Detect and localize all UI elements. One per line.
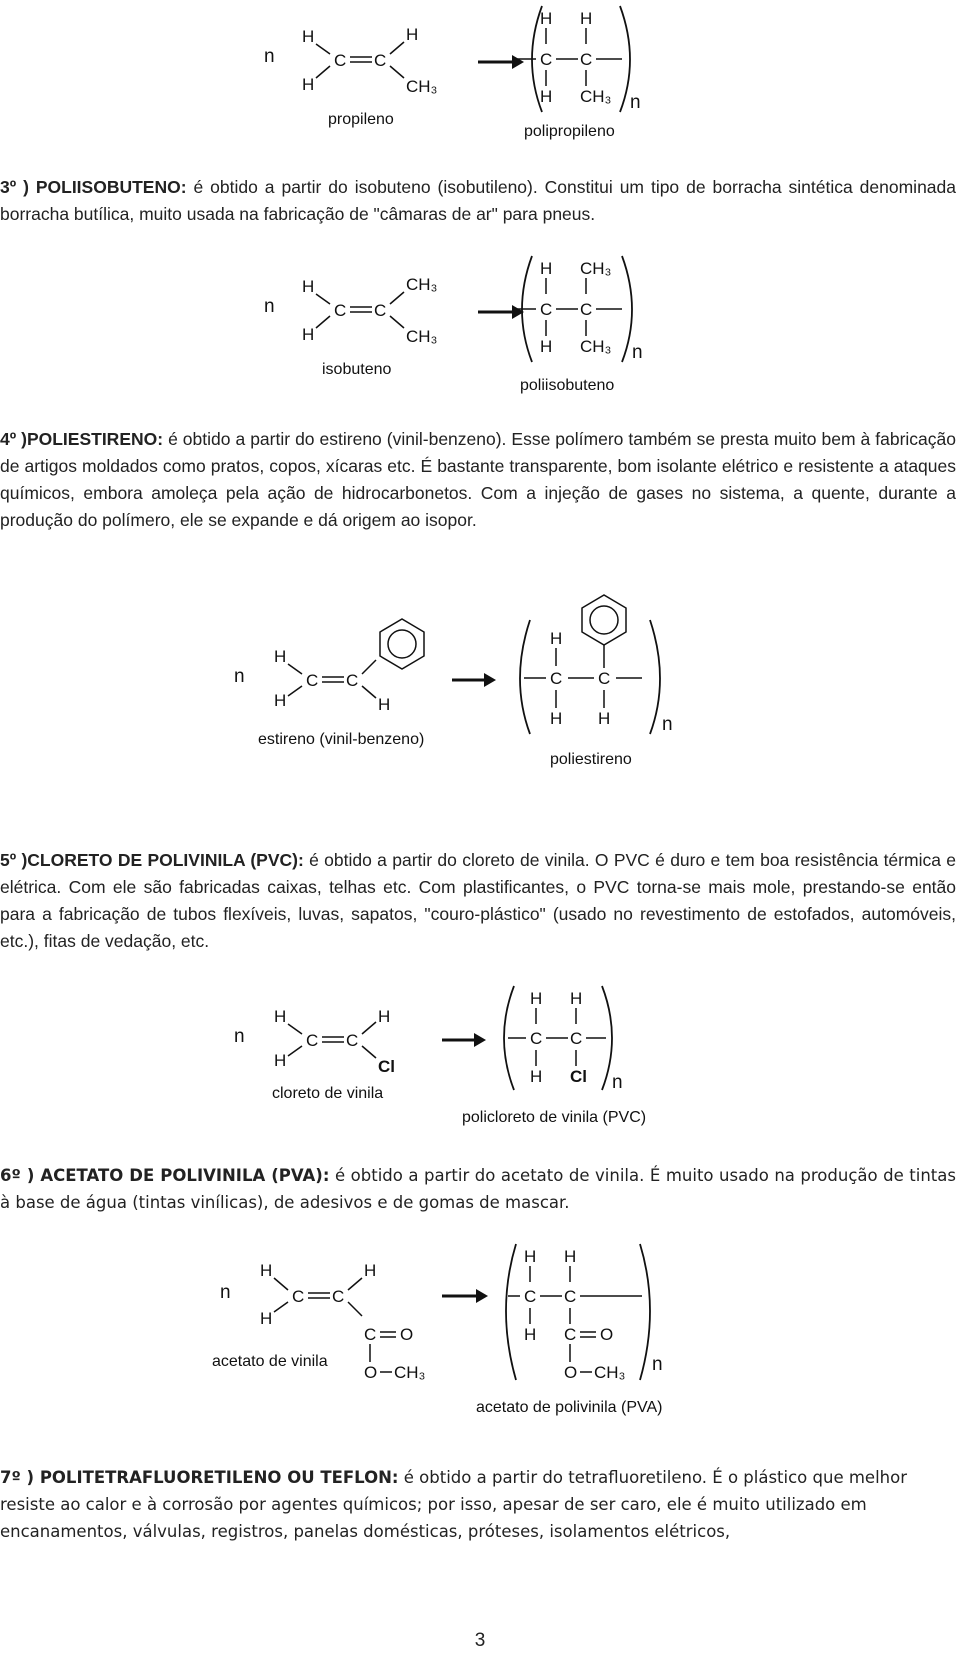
methyl: CH₃	[406, 77, 438, 96]
atom-h: H	[580, 9, 593, 28]
heading-teflon: 7º ) POLITETRAFLUORETILENO OU TEFLON:	[0, 1468, 399, 1487]
coef-n: n	[234, 666, 245, 687]
text-polystyrene: é obtido a partir do estireno (vinil-benzeno). Esse polímero também se presta muito bem à fabricação de artigos moldados como pratos, copos, xícaras etc. É bastante transparente, bom isolante elétrico e resistente a ataques químicos, embora amoleça pela ação de hidrocarbonetos. Com a injeção de gases no sistema, a quente, durante a produção do polímero, ele se expande e dá origem ao isopor.	[0, 429, 957, 530]
atom-c: C	[334, 301, 347, 320]
atom-c: C	[346, 1031, 359, 1050]
atom-h: H	[530, 989, 543, 1008]
atom-h: H	[540, 87, 553, 106]
subscript-n: n	[630, 92, 641, 113]
atom-o: O	[600, 1325, 614, 1344]
paragraph-polyisobutene	[0, 174, 956, 228]
bracket-left	[520, 620, 530, 734]
text-pva: é obtido a partir do acetato de vinila. É muito usado na produção de tintas à base de água (tintas vinílicas), de adesivos e de gomas de mascar.	[0, 1166, 956, 1212]
subscript-n: n	[632, 342, 643, 363]
atom-h: H	[524, 1247, 537, 1266]
atom-o: O	[364, 1363, 378, 1382]
isobutene-reaction-diagram	[250, 250, 710, 400]
caption-product: polipropileno	[524, 123, 615, 140]
atom-cl: Cl	[570, 1067, 587, 1086]
atom-h: H	[302, 75, 315, 94]
arrowhead	[512, 55, 524, 69]
atom-c: C	[564, 1325, 577, 1344]
page-number: 3	[474, 1630, 486, 1651]
methyl: CH₃	[594, 1363, 626, 1382]
aromatic-circle	[388, 630, 416, 658]
bond	[316, 44, 330, 54]
methyl: CH₃	[580, 87, 612, 106]
bond	[390, 66, 404, 78]
atom-h: H	[550, 709, 563, 728]
atom-h: H	[540, 259, 553, 278]
text-teflon: é obtido a partir do tetrafluoretileno. É o plástico que melhor resiste ao calor e à corrosão por agentes químicos; por isso, apesar de ser caro, ele é muito utilizado em encanamentos, válvulas, registros, panelas domésticas, próteses, isolamentos elétricos,	[0, 1468, 907, 1541]
atom-h: H	[530, 1067, 543, 1086]
atom-c: C	[524, 1287, 537, 1306]
caption-product: policloreto de vinila (PVC)	[462, 1109, 647, 1126]
atom-c: C	[292, 1287, 305, 1306]
atom-h: H	[364, 1261, 377, 1280]
caption-reactant: propileno	[328, 111, 394, 128]
atom-h: H	[302, 325, 315, 344]
atom-h: H	[274, 1051, 287, 1070]
bond	[348, 1302, 362, 1316]
vinyl-acetate-reaction-diagram	[210, 1240, 710, 1430]
caption-product: poliisobuteno	[520, 377, 615, 394]
atom-h: H	[302, 277, 315, 296]
bond	[288, 1046, 302, 1056]
caption-reactant: estireno (vinil-benzeno)	[258, 731, 425, 748]
bond	[362, 660, 376, 674]
atom-c: C	[306, 671, 319, 690]
caption-reactant: isobuteno	[322, 361, 392, 378]
atom-c: C	[564, 1287, 577, 1306]
atom-h: H	[524, 1325, 537, 1344]
paragraph-pva	[0, 1162, 956, 1216]
atom-c: C	[570, 1029, 583, 1048]
bracket-right	[640, 1244, 650, 1380]
heading-polystyrene: 4º )POLIESTIRENO:	[0, 429, 164, 449]
methyl: CH₃	[406, 327, 438, 346]
bond	[348, 1278, 362, 1290]
bond	[362, 1022, 376, 1034]
atom-h: H	[550, 629, 563, 648]
atom-h: H	[260, 1309, 273, 1328]
bond	[288, 686, 302, 696]
paragraph-pvc	[0, 847, 956, 955]
bond	[316, 294, 330, 304]
paragraph-teflon	[0, 1464, 930, 1545]
atom-c: C	[540, 300, 553, 319]
heading-pvc: 5º )CLORETO DE POLIVINILA (PVC):	[0, 850, 304, 870]
coef-n: n	[220, 1282, 231, 1303]
atom-h: H	[540, 9, 553, 28]
caption-product: acetato de polivinila (PVA)	[476, 1399, 663, 1416]
benzene-ring-icon	[582, 595, 626, 645]
methyl: CH₃	[394, 1363, 426, 1382]
bond	[390, 42, 404, 54]
caption-reactant: acetato de vinila	[212, 1353, 328, 1370]
atom-h: H	[570, 989, 583, 1008]
atom-h: H	[274, 647, 287, 666]
atom-c: C	[332, 1287, 345, 1306]
bond	[390, 316, 404, 328]
heading-polyisobutene: 3º ) POLIISOBUTENO:	[0, 177, 187, 197]
subscript-n: n	[612, 1072, 623, 1093]
atom-c: C	[598, 669, 611, 688]
atom-h: H	[598, 709, 611, 728]
subscript-n: n	[662, 714, 673, 735]
paragraph-polystyrene	[0, 426, 956, 534]
bond	[274, 1278, 288, 1290]
caption-reactant: cloreto de vinila	[272, 1085, 384, 1102]
atom-c: C	[334, 51, 347, 70]
bracket-right	[622, 256, 632, 362]
arrowhead	[476, 1289, 488, 1303]
atom-c: C	[550, 669, 563, 688]
coef-n: n	[264, 46, 275, 67]
arrowhead	[474, 1033, 486, 1047]
atom-c: C	[346, 671, 359, 690]
atom-h: H	[378, 1007, 391, 1026]
figure-isobutene	[250, 250, 710, 400]
coef-n: n	[234, 1026, 245, 1047]
atom-c: C	[306, 1031, 319, 1050]
atom-c: C	[364, 1325, 377, 1344]
atom-h: H	[260, 1261, 273, 1280]
atom-h: H	[274, 691, 287, 710]
arrowhead	[484, 673, 496, 687]
methyl: CH₃	[406, 275, 438, 294]
aromatic-circle	[590, 606, 618, 634]
methyl: CH₃	[580, 259, 612, 278]
atom-h: H	[302, 27, 315, 46]
text-polyisobutene: é obtido a partir do isobuteno (isobutileno). Constitui um tipo de borracha sintética denominada borracha butílica, muito usada na fabricação de "câmaras de ar" para pneus.	[0, 177, 957, 224]
bond	[362, 1046, 376, 1058]
benzene-ring-icon	[380, 619, 424, 669]
bracket-right	[650, 620, 660, 734]
bond	[288, 664, 302, 674]
atom-c: C	[374, 51, 387, 70]
atom-h: H	[540, 337, 553, 356]
styrene-reaction-diagram	[230, 584, 700, 774]
atom-h: H	[406, 25, 419, 44]
figure-propylene	[250, 0, 710, 150]
heading-pva: 6º ) ACETATO DE POLIVINILA (PVA):	[0, 1166, 330, 1185]
methyl: CH₃	[580, 337, 612, 356]
atom-h: H	[274, 1007, 287, 1026]
figure-vinyl-acetate	[210, 1240, 710, 1430]
atom-c: C	[580, 300, 593, 319]
subscript-n: n	[652, 1354, 663, 1375]
propylene-reaction-diagram	[250, 0, 710, 150]
vinyl-chloride-reaction-diagram	[230, 982, 710, 1132]
atom-o: O	[564, 1363, 578, 1382]
bond	[316, 316, 330, 328]
coef-n: n	[264, 296, 275, 317]
bond	[274, 1302, 288, 1312]
bracket-left	[506, 1244, 516, 1380]
atom-c: C	[580, 50, 593, 69]
atom-c: C	[374, 301, 387, 320]
caption-product: poliestireno	[550, 751, 632, 768]
bond	[362, 686, 376, 698]
figure-styrene	[230, 584, 700, 774]
bond	[316, 66, 330, 78]
atom-h: H	[378, 695, 391, 714]
atom-h: H	[564, 1247, 577, 1266]
atom-cl: Cl	[378, 1057, 395, 1076]
text-pvc: é obtido a partir do cloreto de vinila. O PVC é duro e tem boa resistência térmica e elétrica. Com ele são fabricadas caixas, telhas etc. Com plastificantes, o PVC torna-se mais mole, prestando-se então para a fabricação de tubos flexíveis, luvas, sapatos, "couro-plástico" (usado no revestimento de estofados, automóveis, etc.), fitas de vedação, etc.	[0, 850, 956, 951]
bond	[390, 292, 404, 304]
atom-c: C	[530, 1029, 543, 1048]
bond	[288, 1024, 302, 1034]
atom-c: C	[540, 50, 553, 69]
atom-o: O	[400, 1325, 414, 1344]
figure-vinyl-chloride	[230, 982, 710, 1132]
